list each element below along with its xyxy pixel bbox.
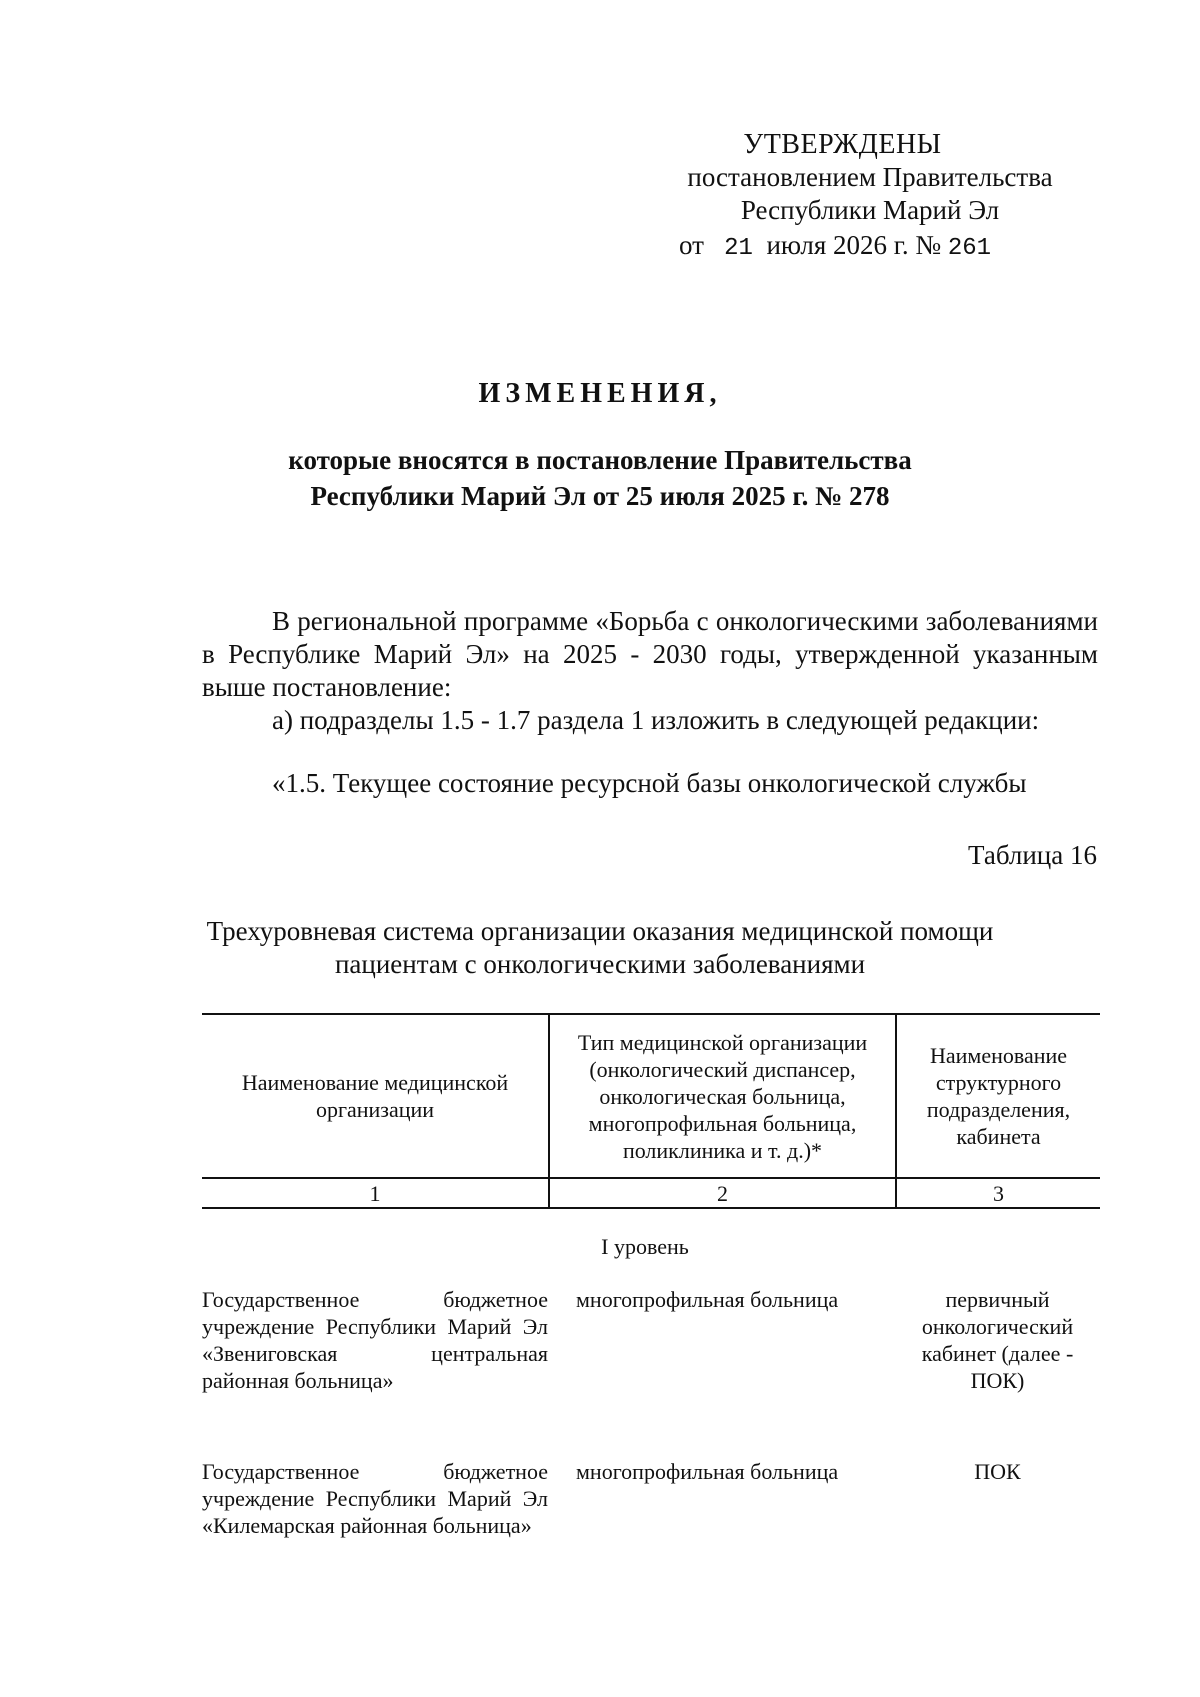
table-caption-line-2: пациентам с онкологическими заболеваниями xyxy=(334,949,866,979)
row-org-name: Государственное бюджетное учреждение Республики Марий Эл «Звениговская центральная районная больница» xyxy=(202,1287,548,1393)
column-number-3: 3 xyxy=(895,1179,1100,1207)
section-title: «1.5. Текущее состояние ресурсной базы онкологической службы xyxy=(272,768,1027,798)
row-org-type: многопрофильная больница xyxy=(576,1287,839,1312)
table-number: Таблица 16 xyxy=(968,840,1097,870)
row-unit-name: ПОК xyxy=(974,1459,1021,1484)
document-heading: ИЗМЕНЕНИЯ, xyxy=(478,378,722,409)
approval-line-2: Республики Марий Эл xyxy=(740,195,1000,225)
column-number-2: 2 xyxy=(548,1179,895,1207)
resource-table xyxy=(202,1013,1100,1209)
approval-title: УТВЕРЖДЕНЫ xyxy=(743,129,942,160)
body-text xyxy=(202,605,1098,737)
table-header-row xyxy=(202,1015,1100,1179)
approval-block xyxy=(600,128,1140,265)
table-caption-line-1: Трехуровневая система организации оказания медицинской помощи xyxy=(206,916,994,946)
document-subheading xyxy=(0,442,1200,514)
body-paragraph-1: В региональной программе «Борьба с онкологическими заболеваниями в Республике Марий Эл» на 2025 - 2030 годы, утвержденной указанным выше постановление: xyxy=(202,606,1098,702)
subheading-line-1: которые вносятся в постановление Правительства xyxy=(288,445,912,475)
row-org-type: многопрофильная больница xyxy=(576,1459,839,1484)
table-header-unit: Наименование структурного подразделения, кабинета xyxy=(895,1015,1100,1177)
table-caption xyxy=(0,915,1200,981)
level-label: I уровень xyxy=(601,1234,689,1259)
row-org-name: Государственное бюджетное учреждение Республики Марий Эл «Килемарская районная больница» xyxy=(202,1459,548,1538)
approval-day: 21 xyxy=(724,235,753,262)
approval-date-prefix: от xyxy=(678,230,704,260)
subheading-line-2: Республики Марий Эл от 25 июля 2025 г. № 278 xyxy=(310,481,890,511)
table-row xyxy=(202,1286,1100,1394)
table-row xyxy=(202,1458,1100,1539)
table-header-org: Наименование медицинской организации xyxy=(241,1070,509,1122)
approval-line-1: постановлением Правительства xyxy=(687,162,1053,192)
approval-date-line xyxy=(530,229,1140,265)
approval-number: 261 xyxy=(947,235,992,262)
approval-month-year: июля 2026 г. № xyxy=(766,230,942,260)
row-unit-name: первичный онкологический кабинет (далее - ПОК) xyxy=(921,1287,1074,1393)
column-number-1: 1 xyxy=(369,1180,381,1206)
table-header-type: Тип медицинской организации (онкологический диспансер, онкологическая больница, многопрофильная больница, поликлиника и т. д.)* xyxy=(548,1015,895,1177)
table-column-numbers xyxy=(202,1179,1100,1209)
body-paragraph-2: а) подразделы 1.5 - 1.7 раздела 1 изложить в следующей редакции: xyxy=(272,705,1040,735)
